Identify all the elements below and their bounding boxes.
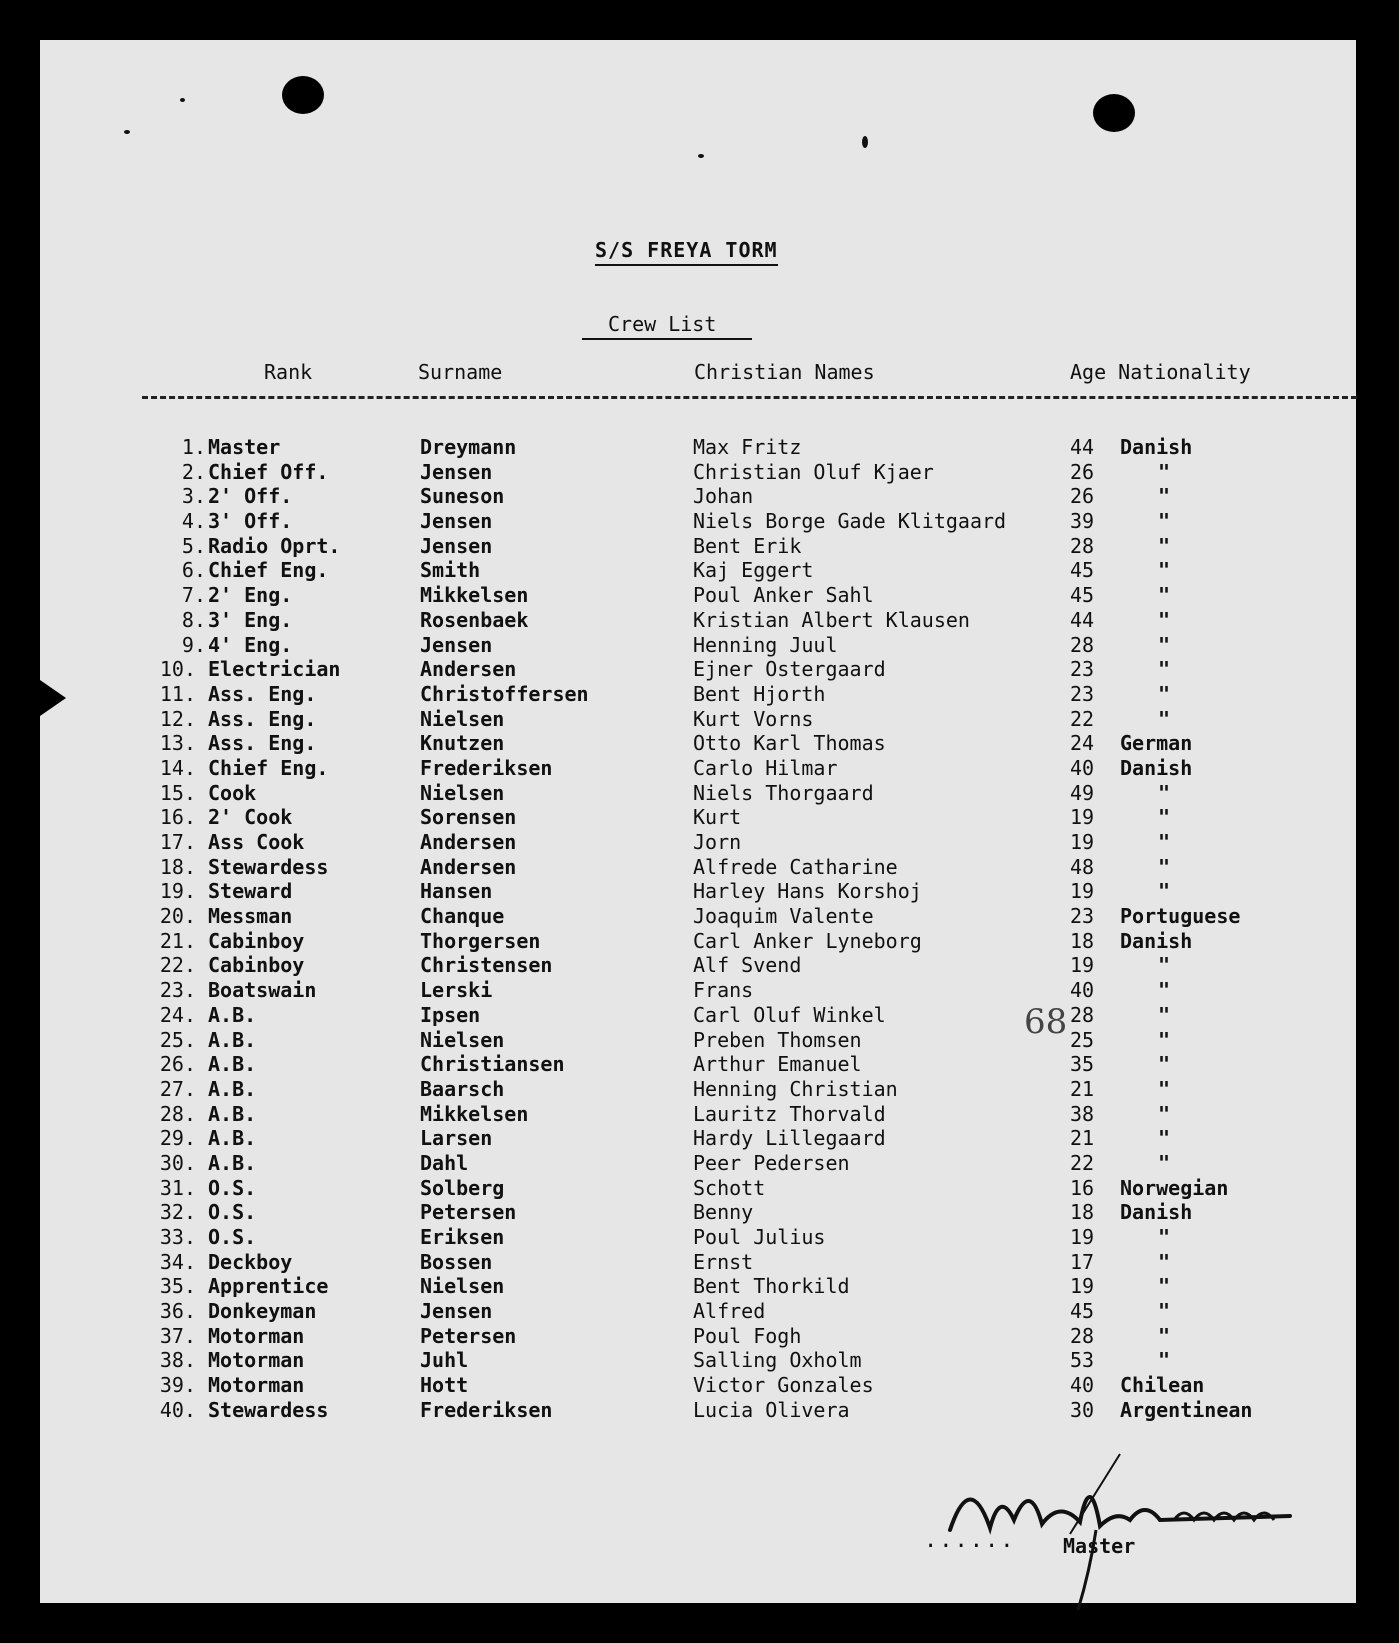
crew-row [0, 1274, 1399, 1299]
crew-age: 19 [1070, 953, 1095, 978]
crew-age: 28 [1070, 1002, 1095, 1027]
crew-rank: A.B. [208, 1076, 257, 1101]
crew-number: 18. [159, 854, 196, 879]
crew-surname: Christiansen [420, 1052, 565, 1077]
crew-surname: Jensen [420, 459, 493, 484]
crew-surname: Andersen [420, 657, 517, 682]
crew-age: 44 [1070, 607, 1095, 632]
crew-number: 5. [181, 533, 206, 558]
crew-nationality: " [1158, 854, 1171, 879]
crew-rank: Chief Off. [208, 459, 329, 484]
crew-christian-names: Poul Fogh [693, 1323, 802, 1348]
crew-surname: Petersen [420, 1200, 517, 1225]
crew-number: 37. [159, 1323, 196, 1348]
crew-nationality: Norwegian [1120, 1175, 1229, 1200]
crew-rank: Motorman [208, 1373, 305, 1398]
crew-number: 19. [159, 879, 196, 904]
crew-rank: Chief Eng. [208, 558, 329, 583]
crew-age: 48 [1070, 854, 1095, 879]
crew-rank: Motorman [208, 1323, 305, 1348]
crew-surname: Lerski [420, 978, 493, 1003]
crew-age: 28 [1070, 533, 1095, 558]
crew-surname: Hott [420, 1373, 469, 1398]
crew-rank: Stewardess [208, 1397, 329, 1422]
crew-surname: Juhl [420, 1348, 469, 1373]
crew-rank: Ass. Eng. [208, 681, 317, 706]
crew-christian-names: Kurt Vorns [693, 706, 814, 731]
crew-christian-names: Henning Christian [693, 1076, 898, 1101]
crew-rank: 4' Eng. [208, 632, 293, 657]
crew-nationality: Danish [1120, 435, 1193, 459]
crew-surname: Smith [420, 558, 481, 583]
crew-row [0, 731, 1399, 756]
crew-surname: Andersen [420, 854, 517, 879]
crew-christian-names: Johan [693, 484, 754, 509]
crew-number: 40. [159, 1397, 196, 1422]
crew-christian-names: Jorn [693, 830, 742, 854]
crew-rank: O.S. [208, 1200, 257, 1225]
crew-row [0, 781, 1399, 806]
crew-age: 18 [1070, 1200, 1095, 1225]
crew-number: 20. [159, 904, 196, 929]
crew-row [0, 608, 1399, 633]
crew-christian-names: Bent Hjorth [693, 681, 826, 706]
crew-rank: Electrician [208, 657, 341, 682]
crew-row [0, 1176, 1399, 1201]
crew-age: 24 [1070, 731, 1095, 756]
crew-age: 49 [1070, 780, 1095, 805]
crew-christian-names: Max Fritz [693, 435, 802, 459]
crew-age: 19 [1070, 805, 1095, 830]
crew-age: 40 [1070, 978, 1095, 1003]
crew-nationality: " [1158, 1274, 1171, 1299]
crew-age: 45 [1070, 583, 1095, 608]
crew-row [0, 1373, 1399, 1398]
crew-row [0, 435, 1399, 460]
crew-rank: 2' Off. [208, 484, 293, 509]
crew-rank: Steward [208, 879, 293, 904]
crew-surname: Eriksen [420, 1225, 505, 1249]
crew-number: 38. [159, 1348, 196, 1373]
crew-surname: Jensen [420, 1299, 493, 1324]
crew-christian-names: Peer Pedersen [693, 1150, 850, 1175]
crew-age: 28 [1070, 632, 1095, 657]
crew-list [0, 435, 1399, 1423]
crew-nationality: " [1158, 509, 1171, 534]
document-subtitle: Crew List [582, 312, 752, 340]
crew-rank: A.B. [208, 1150, 257, 1175]
crew-surname: Solberg [420, 1175, 505, 1200]
crew-rank: Cabinboy [208, 928, 305, 953]
crew-rank: Apprentice [208, 1274, 329, 1299]
crew-nationality: " [1158, 632, 1171, 657]
crew-age: 39 [1070, 509, 1095, 534]
crew-nationality: " [1158, 1348, 1171, 1373]
crew-christian-names: Bent Thorkild [693, 1274, 850, 1299]
crew-row [0, 805, 1399, 830]
crew-nationality: " [1158, 1323, 1171, 1348]
crew-surname: Andersen [420, 830, 517, 854]
crew-surname: Christoffersen [420, 681, 589, 706]
crew-age: 38 [1070, 1101, 1095, 1126]
header-surname: Surname [418, 360, 503, 384]
punch-hole-right [1093, 94, 1135, 132]
crew-row [0, 460, 1399, 485]
crew-number: 22. [159, 953, 196, 978]
crew-row [0, 707, 1399, 732]
crew-christian-names: Poul Anker Sahl [693, 583, 874, 608]
crew-row [0, 633, 1399, 658]
crew-nationality: Danish [1120, 928, 1193, 953]
ink-speck [124, 130, 130, 134]
crew-christian-names: Schott [693, 1175, 766, 1200]
crew-age: 28 [1070, 1323, 1095, 1348]
crew-number: 27. [159, 1076, 196, 1101]
crew-nationality: " [1158, 780, 1171, 805]
crew-nationality: " [1158, 1126, 1171, 1151]
crew-number: 17. [159, 830, 196, 854]
crew-row [0, 978, 1399, 1003]
crew-nationality: " [1158, 657, 1171, 682]
crew-nationality: " [1158, 805, 1171, 830]
crew-number: 7. [181, 583, 206, 608]
crew-age: 26 [1070, 484, 1095, 509]
crew-christian-names: Alfrede Catharine [693, 854, 898, 879]
crew-rank: Messman [208, 904, 293, 929]
crew-christian-names: Kristian Albert Klausen [693, 607, 970, 632]
crew-row [0, 583, 1399, 608]
crew-rank: O.S. [208, 1175, 257, 1200]
crew-christian-names: Lucia Olivera [693, 1397, 850, 1422]
crew-nationality: " [1158, 706, 1171, 731]
crew-surname: Knutzen [420, 731, 505, 756]
crew-surname: Jensen [420, 533, 493, 558]
crew-number: 21. [159, 928, 196, 953]
crew-number: 26. [159, 1052, 196, 1077]
crew-nationality: " [1158, 1002, 1171, 1027]
crew-surname: Chanque [420, 904, 505, 929]
crew-age: 44 [1070, 435, 1095, 459]
crew-row [0, 509, 1399, 534]
crew-row [0, 1003, 1399, 1028]
crew-number: 11. [159, 681, 196, 706]
crew-rank: Radio Oprt. [208, 533, 341, 558]
crew-christian-names: Kurt [693, 805, 742, 830]
crew-row [0, 1151, 1399, 1176]
crew-nationality: " [1158, 978, 1171, 1003]
crew-number: 14. [159, 755, 196, 780]
crew-rank: Ass. Eng. [208, 731, 317, 756]
crew-number: 3. [181, 484, 206, 509]
crew-age: 23 [1070, 904, 1095, 929]
crew-number: 4. [181, 509, 206, 534]
ink-speck [862, 136, 868, 148]
crew-row [0, 1102, 1399, 1127]
crew-nationality: " [1158, 879, 1171, 904]
crew-age: 22 [1070, 1150, 1095, 1175]
crew-rank: Cook [208, 780, 257, 805]
crew-christian-names: Ejner Ostergaard [693, 657, 886, 682]
crew-surname: Nielsen [420, 1027, 505, 1052]
header-christian-names: Christian Names [694, 360, 875, 384]
crew-number: 15. [159, 780, 196, 805]
crew-christian-names: Alfred [693, 1299, 766, 1324]
crew-row [0, 1225, 1399, 1250]
crew-rank: Master [208, 435, 281, 459]
crew-number: 12. [159, 706, 196, 731]
crew-christian-names: Frans [693, 978, 754, 1003]
crew-surname: Frederiksen [420, 755, 553, 780]
crew-nationality: " [1158, 484, 1171, 509]
crew-age: 19 [1070, 830, 1095, 854]
crew-nationality: " [1158, 558, 1171, 583]
document-title: S/S FREYA TORM [595, 238, 778, 266]
crew-number: 39. [159, 1373, 196, 1398]
header-divider [142, 396, 1357, 399]
crew-number: 13. [159, 731, 196, 756]
crew-age: 22 [1070, 706, 1095, 731]
crew-age: 30 [1070, 1397, 1095, 1422]
crew-christian-names: Carl Oluf Winkel [693, 1002, 886, 1027]
crew-surname: Jensen [420, 632, 493, 657]
crew-number: 34. [159, 1249, 196, 1274]
crew-nationality: " [1158, 830, 1171, 854]
crew-age: 19 [1070, 879, 1095, 904]
crew-christian-names: Hardy Lillegaard [693, 1126, 886, 1151]
crew-row [0, 953, 1399, 978]
crew-rank: Donkeyman [208, 1299, 317, 1324]
crew-christian-names: Bent Erik [693, 533, 802, 558]
crew-row [0, 1028, 1399, 1053]
crew-nationality: Chilean [1120, 1373, 1205, 1398]
crew-nationality: " [1158, 953, 1171, 978]
crew-number: 31. [159, 1175, 196, 1200]
crew-age: 19 [1070, 1274, 1095, 1299]
crew-age: 19 [1070, 1225, 1095, 1249]
crew-surname: Nielsen [420, 1274, 505, 1299]
crew-number: 16. [159, 805, 196, 830]
crew-age: 21 [1070, 1076, 1095, 1101]
crew-row [0, 1200, 1399, 1225]
crew-nationality: " [1158, 681, 1171, 706]
crew-surname: Mikkelsen [420, 1101, 529, 1126]
crew-christian-names: Salling Oxholm [693, 1348, 862, 1373]
crew-age: 16 [1070, 1175, 1095, 1200]
crew-nationality: " [1158, 1101, 1171, 1126]
crew-age: 40 [1070, 755, 1095, 780]
crew-rank: 3' Off. [208, 509, 293, 534]
crew-row [0, 1250, 1399, 1275]
crew-number: 1. [181, 435, 206, 459]
crew-nationality: " [1158, 1150, 1171, 1175]
crew-rank: Boatswain [208, 978, 317, 1003]
crew-nationality: German [1120, 731, 1193, 756]
crew-surname: Rosenbaek [420, 607, 529, 632]
crew-number: 32. [159, 1200, 196, 1225]
crew-row [0, 1126, 1399, 1151]
crew-rank: A.B. [208, 1027, 257, 1052]
crew-rank: Ass. Eng. [208, 706, 317, 731]
crew-surname: Nielsen [420, 706, 505, 731]
punch-hole-left [282, 76, 324, 114]
ink-speck [180, 98, 185, 102]
crew-christian-names: Kaj Eggert [693, 558, 814, 583]
crew-nationality: " [1158, 1225, 1171, 1249]
crew-surname: Christensen [420, 953, 553, 978]
crew-age: 35 [1070, 1052, 1095, 1077]
crew-rank: A.B. [208, 1101, 257, 1126]
crew-number: 24. [159, 1002, 196, 1027]
crew-nationality: " [1158, 1076, 1171, 1101]
crew-surname: Thorgersen [420, 928, 541, 953]
crew-rank: Stewardess [208, 854, 329, 879]
crew-surname: Petersen [420, 1323, 517, 1348]
crew-number: 6. [181, 558, 206, 583]
crew-christian-names: Harley Hans Korshoj [693, 879, 922, 904]
crew-row [0, 929, 1399, 954]
crew-rank: 2' Eng. [208, 583, 293, 608]
crew-rank: A.B. [208, 1126, 257, 1151]
crew-christian-names: Carlo Hilmar [693, 755, 838, 780]
signature-dotted-line: ...... [924, 1528, 1016, 1553]
crew-age: 25 [1070, 1027, 1095, 1052]
crew-row [0, 682, 1399, 707]
crew-christian-names: Benny [693, 1200, 754, 1225]
margin-note: 68 [1024, 1002, 1068, 1042]
crew-row [0, 855, 1399, 880]
crew-rank: A.B. [208, 1052, 257, 1077]
crew-number: 2. [181, 459, 206, 484]
crew-age: 26 [1070, 459, 1095, 484]
crew-surname: Jensen [420, 509, 493, 534]
crew-rank: 3' Eng. [208, 607, 293, 632]
crew-christian-names: Preben Thomsen [693, 1027, 862, 1052]
crew-christian-names: Henning Juul [693, 632, 838, 657]
ink-speck [698, 154, 704, 158]
master-signature [930, 1450, 1350, 1620]
crew-row [0, 534, 1399, 559]
crew-nationality: " [1158, 607, 1171, 632]
crew-nationality: Danish [1120, 755, 1193, 780]
crew-rank: Cabinboy [208, 953, 305, 978]
crew-surname: Dahl [420, 1150, 469, 1175]
crew-number: 23. [159, 978, 196, 1003]
crew-christian-names: Arthur Emanuel [693, 1052, 862, 1077]
crew-number: 10. [159, 657, 196, 682]
crew-row [0, 1077, 1399, 1102]
crew-number: 9. [181, 632, 206, 657]
crew-surname: Mikkelsen [420, 583, 529, 608]
crew-number: 29. [159, 1126, 196, 1151]
crew-number: 33. [159, 1225, 196, 1249]
crew-christian-names: Poul Julius [693, 1225, 826, 1249]
crew-row [0, 1324, 1399, 1349]
crew-nationality: " [1158, 459, 1171, 484]
crew-nationality: " [1158, 583, 1171, 608]
crew-surname: Suneson [420, 484, 505, 509]
crew-nationality: " [1158, 1299, 1171, 1324]
crew-surname: Nielsen [420, 780, 505, 805]
crew-row [0, 904, 1399, 929]
crew-nationality: " [1158, 533, 1171, 558]
crew-row [0, 830, 1399, 855]
crew-age: 45 [1070, 558, 1095, 583]
crew-christian-names: Victor Gonzales [693, 1373, 874, 1398]
crew-row [0, 1299, 1399, 1324]
crew-row [0, 879, 1399, 904]
crew-age: 23 [1070, 657, 1095, 682]
crew-surname: Ipsen [420, 1002, 481, 1027]
crew-number: 36. [159, 1299, 196, 1324]
crew-number: 28. [159, 1101, 196, 1126]
crew-row [0, 558, 1399, 583]
crew-age: 21 [1070, 1126, 1095, 1151]
crew-row [0, 1348, 1399, 1373]
crew-rank: Chief Eng. [208, 755, 329, 780]
crew-nationality: Argentinean [1120, 1397, 1253, 1422]
crew-rank: Ass Cook [208, 830, 305, 854]
crew-surname: Dreymann [420, 435, 517, 459]
crew-christian-names: Otto Karl Thomas [693, 731, 886, 756]
crew-age: 40 [1070, 1373, 1095, 1398]
crew-surname: Sorensen [420, 805, 517, 830]
crew-nationality: Danish [1120, 1200, 1193, 1225]
crew-nationality: " [1158, 1052, 1171, 1077]
crew-row [0, 756, 1399, 781]
crew-row [0, 1052, 1399, 1077]
crew-surname: Frederiksen [420, 1397, 553, 1422]
crew-christian-names: Joaquim Valente [693, 904, 874, 929]
crew-row [0, 484, 1399, 509]
crew-number: 30. [159, 1150, 196, 1175]
crew-age: 53 [1070, 1348, 1095, 1373]
crew-rank: A.B. [208, 1002, 257, 1027]
crew-christian-names: Niels Thorgaard [693, 780, 874, 805]
header-rank: Rank [264, 360, 313, 384]
crew-number: 35. [159, 1274, 196, 1299]
crew-number: 8. [181, 607, 206, 632]
crew-christian-names: Ernst [693, 1249, 754, 1274]
crew-row [0, 1398, 1399, 1423]
crew-christian-names: Christian Oluf Kjaer [693, 459, 934, 484]
crew-christian-names: Carl Anker Lyneborg [693, 928, 922, 953]
crew-surname: Bossen [420, 1249, 493, 1274]
crew-rank: O.S. [208, 1225, 257, 1249]
crew-age: 18 [1070, 928, 1095, 953]
crew-number: 25. [159, 1027, 196, 1052]
crew-rank: Motorman [208, 1348, 305, 1373]
crew-christian-names: Alf Svend [693, 953, 802, 978]
crew-age: 17 [1070, 1249, 1095, 1274]
crew-age: 45 [1070, 1299, 1095, 1324]
crew-christian-names: Lauritz Thorvald [693, 1101, 886, 1126]
crew-rank: 2' Cook [208, 805, 293, 830]
crew-surname: Hansen [420, 879, 493, 904]
header-age-nationality: Age Nationality [1070, 360, 1251, 384]
crew-surname: Larsen [420, 1126, 493, 1151]
crew-nationality: " [1158, 1027, 1171, 1052]
crew-age: 23 [1070, 681, 1095, 706]
crew-rank: Deckboy [208, 1249, 293, 1274]
crew-row [0, 657, 1399, 682]
crew-surname: Baarsch [420, 1076, 505, 1101]
crew-nationality: " [1158, 1249, 1171, 1274]
crew-nationality: Portuguese [1120, 904, 1241, 929]
crew-christian-names: Niels Borge Gade Klitgaard [693, 509, 1007, 534]
signature-label: Master [1063, 1534, 1136, 1558]
